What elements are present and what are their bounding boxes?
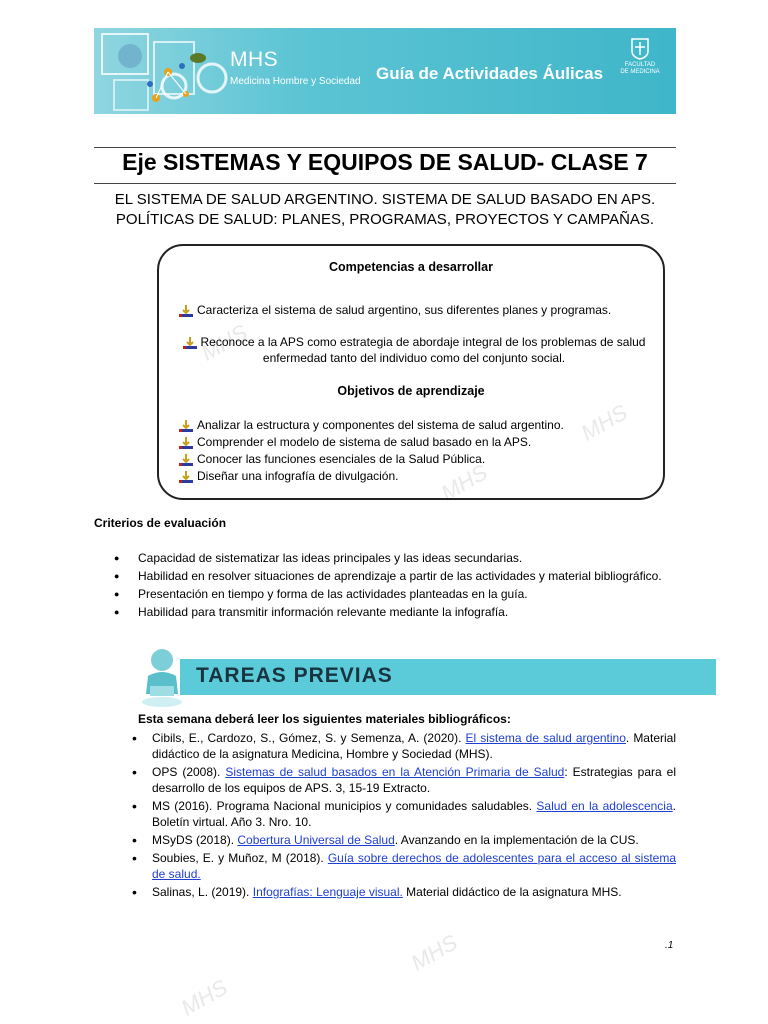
list-item: • Salinas, L. (2019). Infografías: Lenguaje visual. Material didáctico de la asignatura MHS. <box>130 884 676 900</box>
page-subtitle <box>94 190 676 230</box>
watermark: MHS <box>176 974 232 1021</box>
list-item: • MSyDS (2018). Cobertura Universal de Salud. Avanzando en la implementación de la CUS. <box>130 832 676 848</box>
list-item: • MS (2016). Programa Nacional municipios y comunidades saludables. Salud en la adolescencia. Boletín virtual. Año 3. Nro. 10. <box>130 798 676 830</box>
reference-link[interactable]: El sistema de salud argentino <box>465 731 626 745</box>
list-item: ● Habilidad para transmitir información relevante mediante la infografía. <box>114 604 676 620</box>
reference-link[interactable]: Cobertura Universal de Salud <box>237 833 395 847</box>
faculty-line-1: FACULTAD <box>624 62 656 68</box>
reference-link[interactable]: Guía sobre derechos de adolescentes para el acceso al sistema de salud. <box>152 851 677 881</box>
reference-link[interactable]: Infografías: Lenguaje visual. <box>252 885 403 899</box>
page-title: Eje SISTEMAS Y EQUIPOS DE SALUD- CLASE 7 <box>122 149 648 175</box>
header-banner <box>94 28 676 114</box>
competencia-item: Caracteriza el sistema de salud argentino, sus diferentes planes y programas. <box>179 302 649 318</box>
arrow-bullet-icon <box>179 471 193 483</box>
reading-intro: Esta semana deberá leer los siguientes materiales bibliográficos: <box>138 712 511 726</box>
reading-figure-icon <box>138 646 186 708</box>
competencias-heading: Competencias a desarrollar <box>329 260 493 274</box>
watermark: MHS <box>196 319 252 366</box>
arrow-bullet-icon <box>179 305 193 317</box>
criterios-heading: Criterios de evaluación <box>94 516 227 530</box>
arrow-bullet-icon <box>179 420 193 432</box>
title-rule-bottom <box>94 183 676 184</box>
watermark: MHS <box>576 399 632 446</box>
reference-link[interactable]: Sistemas de salud basados en la Atención Primaria de Salud <box>225 765 565 779</box>
list-item: • Soubies, E. y Muñoz, M (2018). Guía sobre derechos de adolescentes para el acceso al sistema de salud. <box>130 850 676 882</box>
crest-icon <box>631 38 649 60</box>
tareas-title: TAREAS PREVIAS <box>196 664 393 687</box>
criterios-list <box>114 550 676 622</box>
faculty-line-2: DE MEDICINA <box>620 69 660 75</box>
arrow-bullet-icon <box>179 437 193 449</box>
references-list <box>130 730 676 902</box>
molecule-collage-icon <box>94 28 244 114</box>
objetivo-item: Conocer las funciones esenciales de la Salud Pública. <box>179 451 649 468</box>
competencias-box <box>157 244 665 500</box>
watermark: MHS <box>406 929 462 976</box>
list-item: • Cibils, E., Cardozo, S., Gómez, S. y Semenza, A. (2020). El sistema de salud argentino. Material didáctico de la asignatura Medicina, Hombre y Sociedad (MHS). <box>130 730 676 762</box>
logo-text: MHS <box>230 48 279 71</box>
list-item: • OPS (2008). Sistemas de salud basados en la Atención Primaria de Salud: Estrategias para el desarrollo de los equipos de APS. 3, 15-19 Extracto. <box>130 764 676 796</box>
page-number: .1 <box>665 940 674 951</box>
reference-link[interactable]: Salud en la adolescencia <box>536 799 673 813</box>
faculty-logo <box>612 38 668 76</box>
logo-subtitle: Medicina Hombre y Sociedad <box>230 76 361 87</box>
objetivo-item: Analizar la estructura y componentes del sistema de salud argentino. <box>179 417 649 434</box>
competencia-item: Reconoce a la APS como estrategia de abordaje integral de los problemas de salud enfermedad tanto del individuo como del conjunto social. <box>179 334 649 366</box>
list-item: ● Presentación en tiempo y forma de las actividades planteadas en la guía. <box>114 586 676 602</box>
list-item: ● Habilidad en resolver situaciones de aprendizaje a partir de las actividades y material bibliográfico. <box>114 568 676 584</box>
title-rule-top <box>94 147 676 148</box>
subtitle-line-2: POLÍTICAS DE SALUD: PLANES, PROGRAMAS, PROYECTOS Y CAMPAÑAS. <box>115 211 655 228</box>
objetivos-heading: Objetivos de aprendizaje <box>337 384 485 398</box>
subtitle-line-1: EL SISTEMA DE SALUD ARGENTINO. SISTEMA DE SALUD BASADO EN APS. <box>114 191 656 208</box>
list-item: ● Capacidad de sistematizar las ideas principales y las ideas secundarias. <box>114 550 676 566</box>
arrow-bullet-icon <box>183 337 197 349</box>
watermark: MHS <box>436 459 492 506</box>
arrow-bullet-icon <box>179 454 193 466</box>
objetivo-item: Comprender el modelo de sistema de salud basado en la APS. <box>179 434 649 451</box>
guide-title: Guía de Actividades Áulicas <box>376 64 604 83</box>
objetivo-item: Diseñar una infografía de divulgación. <box>179 468 649 485</box>
